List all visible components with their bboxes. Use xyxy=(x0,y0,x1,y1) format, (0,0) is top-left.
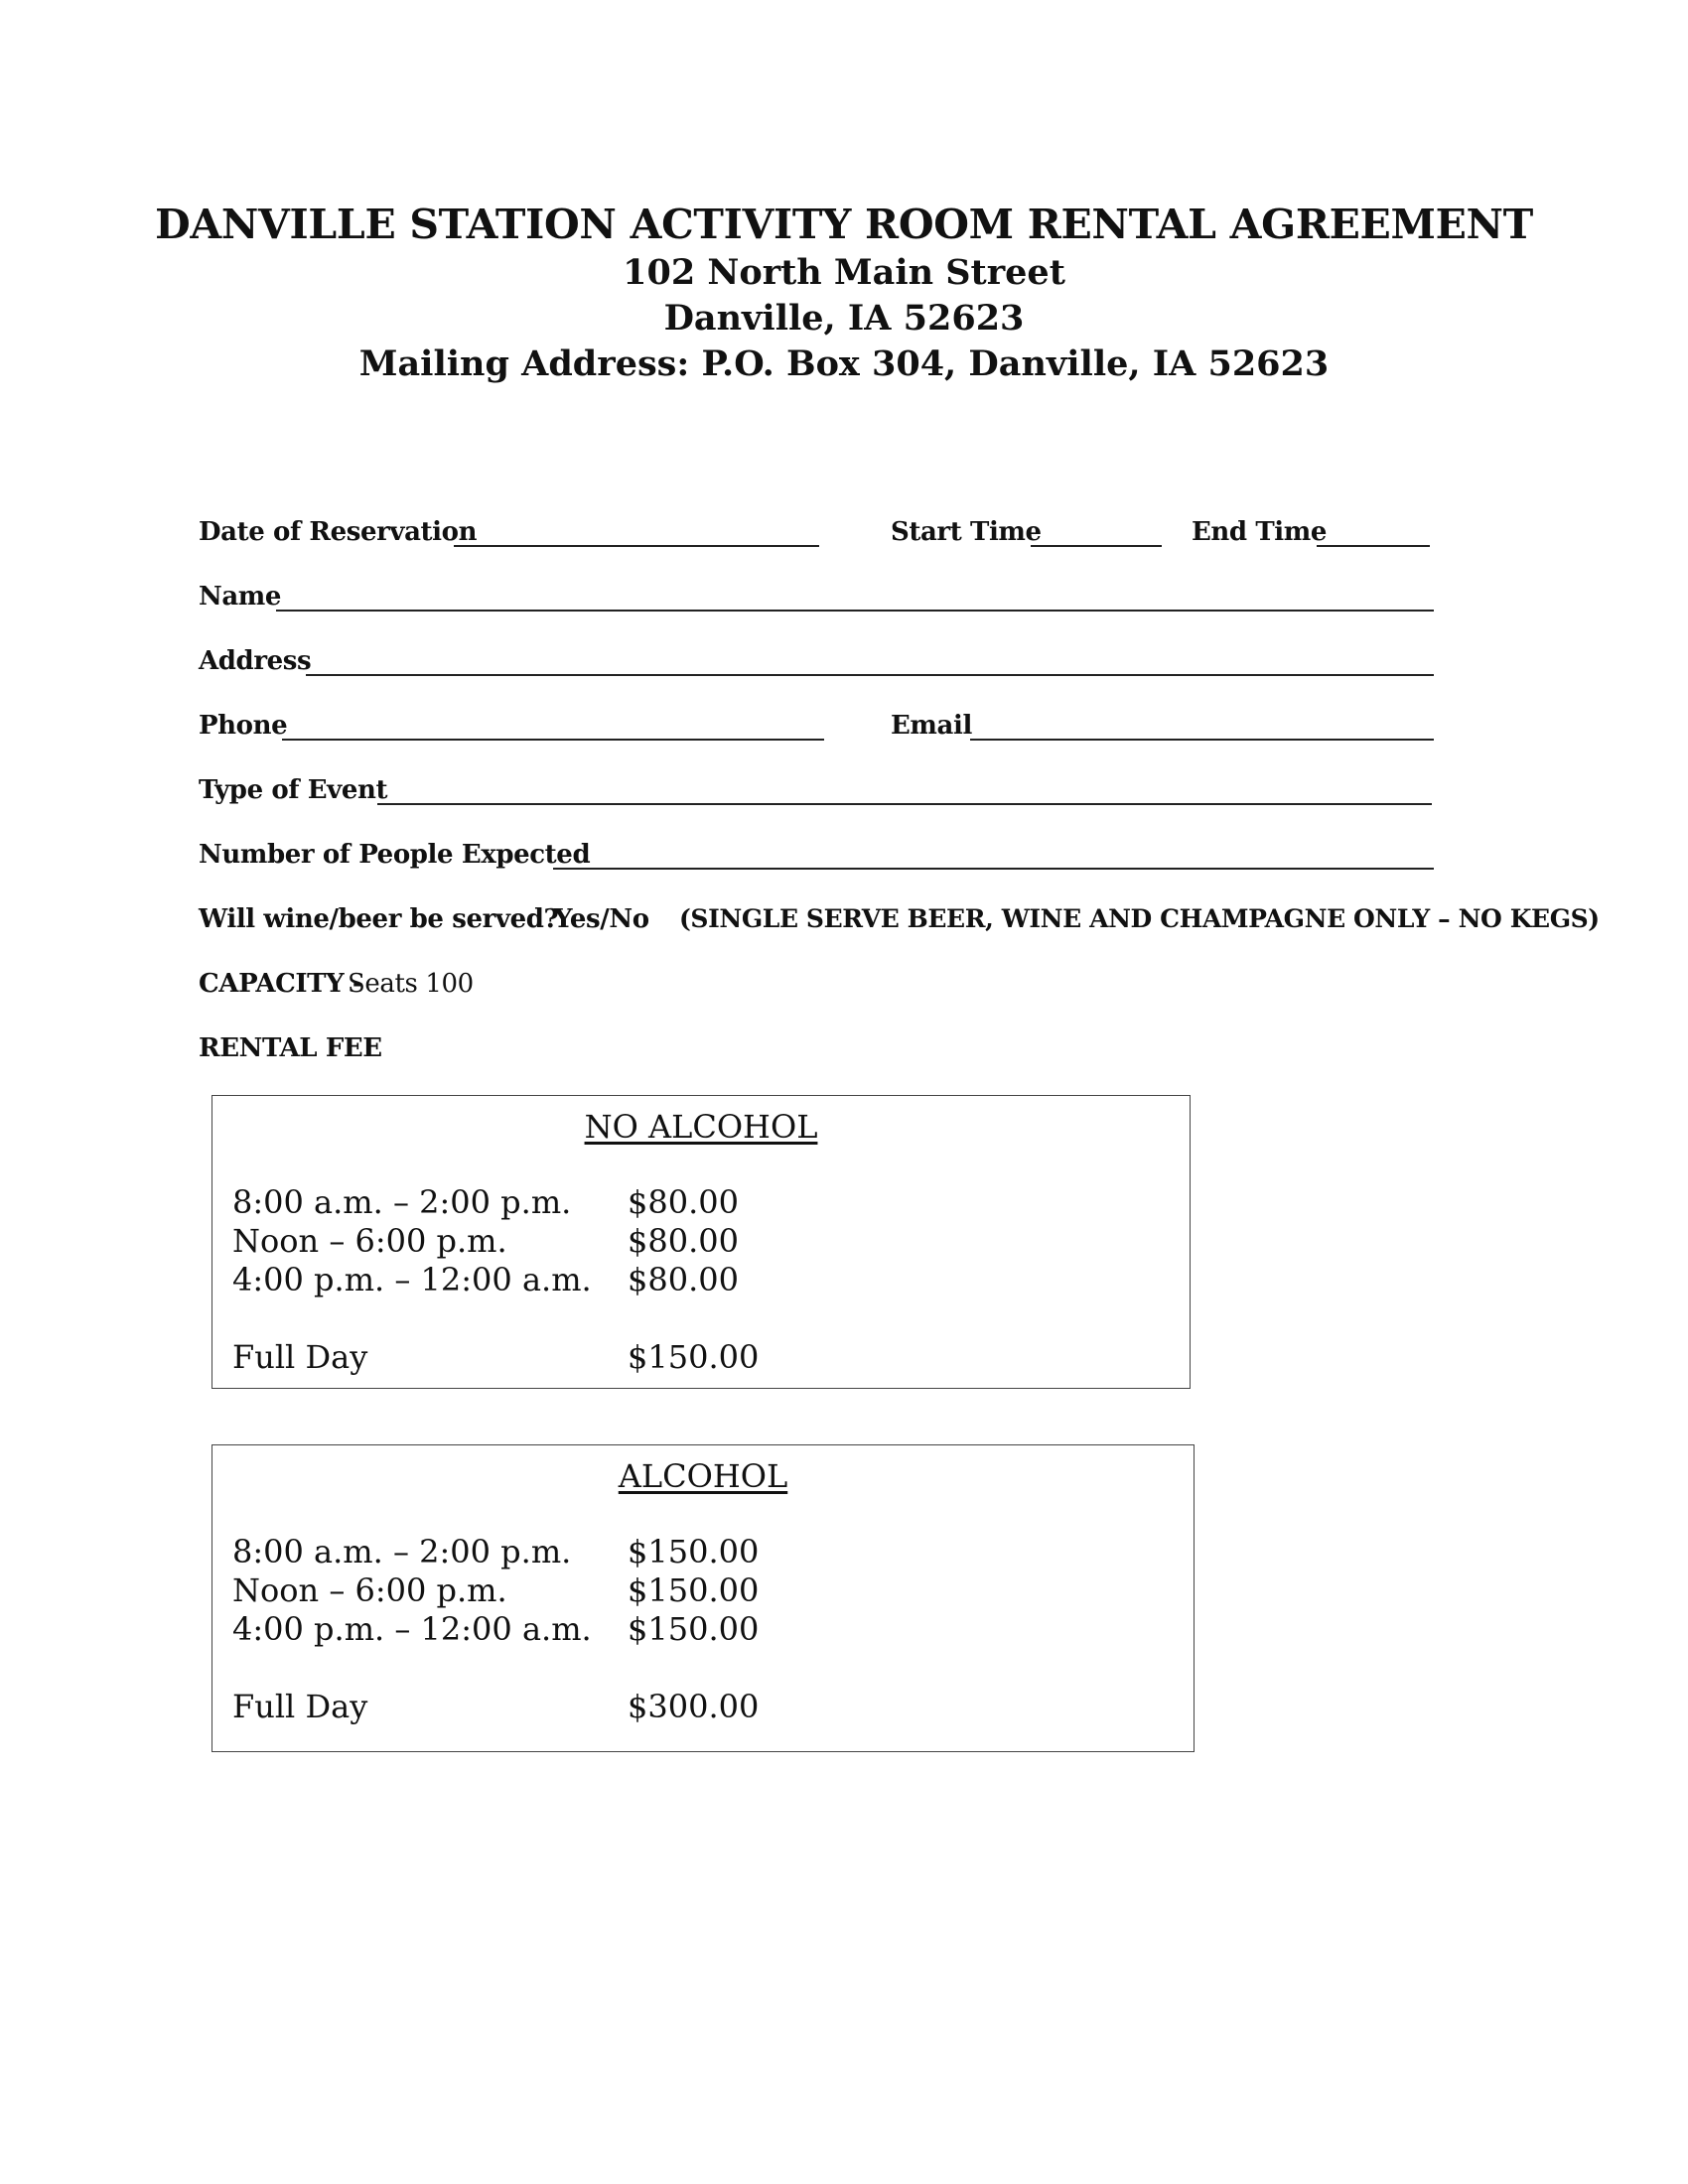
event-type-row xyxy=(199,775,1489,809)
fee-price: $80.00 xyxy=(628,1261,739,1298)
mailing-address: Mailing Address: P.O. Box 304, Danville, IA 52623 xyxy=(358,343,1330,384)
start-time-field[interactable] xyxy=(1031,545,1162,547)
fee-time: Full Day xyxy=(232,1688,368,1725)
fee-time: 8:00 a.m. – 2:00 p.m. xyxy=(232,1533,572,1570)
capacity-label: CAPACITY - xyxy=(199,969,363,999)
capacity-value: Seats 100 xyxy=(348,969,474,999)
date-of-reservation-label: Date of Reservation xyxy=(199,517,478,547)
alcohol-row xyxy=(199,904,1600,938)
fee-time: 4:00 p.m. – 12:00 a.m. xyxy=(232,1261,592,1298)
fee-price: $80.00 xyxy=(628,1222,739,1260)
event-type-field[interactable] xyxy=(377,803,1432,805)
reservation-row xyxy=(199,517,1489,551)
address-label: Address xyxy=(199,646,312,676)
fee-price: $150.00 xyxy=(628,1338,760,1376)
no-alcohol-fee-table xyxy=(211,1095,1191,1389)
name-label: Name xyxy=(199,582,282,612)
document-header xyxy=(0,199,1688,387)
rental-fee-label: RENTAL FEE xyxy=(199,1033,382,1063)
address-row xyxy=(199,646,1489,680)
end-time-label: End Time xyxy=(1192,517,1328,547)
document-title: DANVILLE STATION ACTIVITY ROOM RENTAL AGREEMENT xyxy=(155,201,1533,248)
capacity-row xyxy=(199,969,794,1003)
start-time-label: Start Time xyxy=(891,517,1042,547)
fee-price: $80.00 xyxy=(628,1183,739,1221)
fee-price: $150.00 xyxy=(628,1571,760,1609)
fee-time: Noon – 6:00 p.m. xyxy=(232,1571,507,1609)
alcohol-heading: ALCOHOL xyxy=(618,1457,788,1495)
fee-time: Noon – 6:00 p.m. xyxy=(232,1222,507,1260)
rental-fee-row xyxy=(199,1033,794,1067)
alcohol-restriction-note: (SINGLE SERVE BEER, WINE AND CHAMPAGNE ONLY – NO KEGS) xyxy=(679,904,1600,933)
street-address: 102 North Main Street xyxy=(623,252,1065,293)
fee-time: Full Day xyxy=(232,1338,368,1376)
fee-time: 8:00 a.m. – 2:00 p.m. xyxy=(232,1183,572,1221)
name-field[interactable] xyxy=(276,610,1434,612)
end-time-field[interactable] xyxy=(1317,545,1430,547)
fee-price: $150.00 xyxy=(628,1533,760,1570)
email-field[interactable] xyxy=(970,739,1434,741)
phone-label: Phone xyxy=(199,711,288,741)
fee-price: $300.00 xyxy=(628,1688,760,1725)
people-expected-field[interactable] xyxy=(553,868,1434,870)
no-alcohol-heading: NO ALCOHOL xyxy=(584,1108,818,1146)
fee-price: $150.00 xyxy=(628,1610,760,1648)
wine-beer-question: Will wine/beer be served? xyxy=(199,904,559,934)
address-field[interactable] xyxy=(306,674,1434,676)
yes-no-option[interactable]: Yes/No xyxy=(554,904,649,934)
date-of-reservation-field[interactable] xyxy=(454,545,819,547)
name-row xyxy=(199,582,1489,615)
people-row xyxy=(199,840,1489,874)
event-type-label: Type of Event xyxy=(199,775,388,805)
email-label: Email xyxy=(891,711,972,741)
phone-field[interactable] xyxy=(282,739,824,741)
people-expected-label: Number of People Expected xyxy=(199,840,591,870)
fee-time: 4:00 p.m. – 12:00 a.m. xyxy=(232,1610,592,1648)
contact-row xyxy=(199,711,1489,745)
city-address: Danville, IA 52623 xyxy=(663,298,1025,339)
alcohol-fee-table xyxy=(211,1444,1195,1752)
